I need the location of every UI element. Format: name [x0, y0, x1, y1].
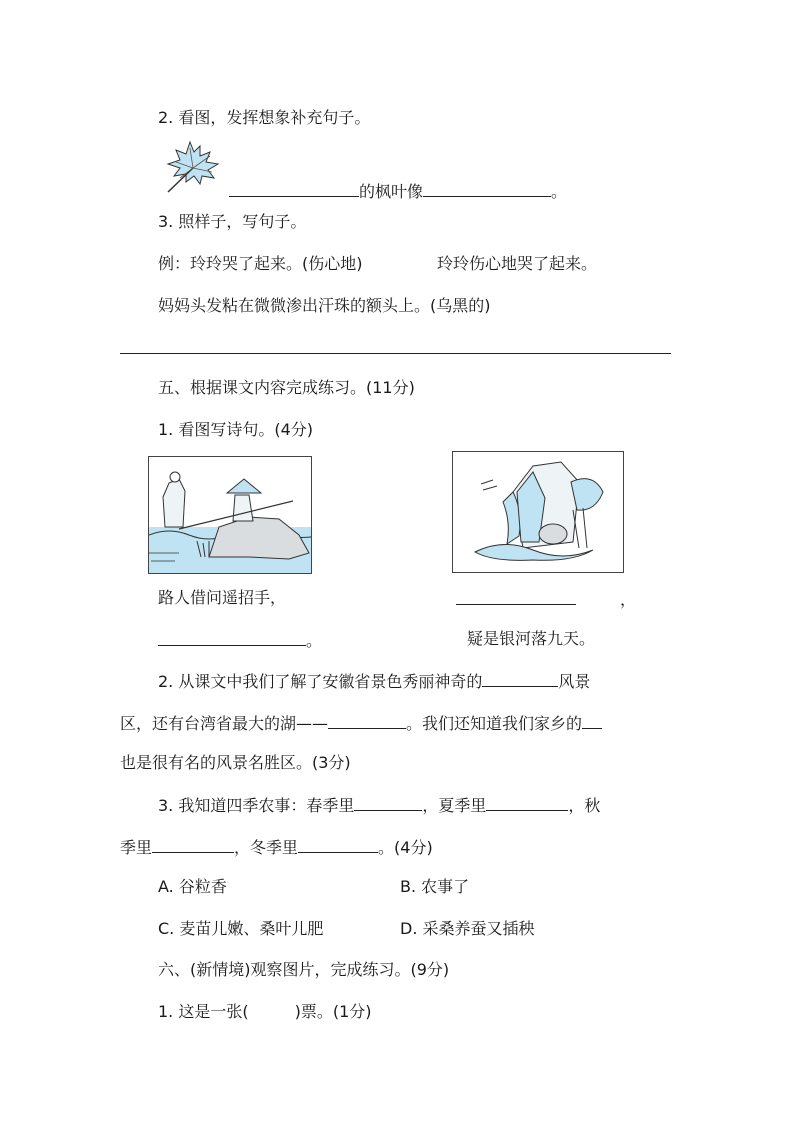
section-6-title: 六、(新情境)观察图片，完成练习。(9分)	[158, 960, 450, 979]
rewrite-task: 妈妈头发粘在微微渗出汗珠的额头上。(乌黑的)	[158, 296, 491, 315]
answer-blank[interactable]	[486, 794, 568, 811]
answer-blank[interactable]	[158, 629, 306, 646]
section-5-q1-title: 1. 看图写诗句。(4分)	[158, 420, 314, 439]
option-b: B. 农事了	[400, 877, 470, 896]
poem-2-line-2: 疑是银河落九天。	[467, 629, 596, 648]
fisherman-illustration	[148, 456, 312, 574]
section-5-q3-line-2: 季里 ，冬季里 。(4分)	[120, 838, 433, 857]
answer-blank[interactable]	[354, 794, 422, 811]
answer-blank[interactable]	[423, 180, 551, 197]
question-3-title: 3. 照样子，写句子。	[158, 212, 307, 231]
period: 。	[306, 631, 323, 650]
section-5-q2-line-3: 也是很有名的风景名胜区。(3分)	[120, 753, 351, 772]
answer-line[interactable]	[120, 353, 671, 354]
answer-blank[interactable]	[298, 836, 378, 853]
maple-leaf-icon	[160, 138, 224, 196]
option-a: A. 谷粒香	[158, 877, 227, 896]
poem-1-line-1: 路人借问遥招手，	[158, 588, 287, 607]
poem-2-line-1	[456, 588, 636, 610]
section-5-q2-line-2: 区，还有台湾省最大的湖—— 。我们还知道我们家乡的	[120, 712, 602, 734]
section-5-q3-line-1: 3. 我知道四季农事：春季里 ，夏季里 ，秋	[158, 796, 601, 815]
section-5-title: 五、根据课文内容完成练习。(11分)	[158, 378, 415, 397]
answer-blank[interactable]	[456, 588, 576, 605]
section-5-q2-line-1: 2. 从课文中我们了解了安徽省景色秀丽神奇的 风景	[158, 672, 591, 691]
answer-blank[interactable]	[152, 836, 234, 853]
example-answer: 玲玲伤心地哭了起来。	[437, 254, 598, 273]
answer-blank[interactable]	[482, 670, 558, 687]
waterfall-illustration	[452, 451, 624, 573]
answer-blank[interactable]	[229, 180, 359, 197]
option-c: C. 麦苗儿嫩、桑叶儿肥	[158, 919, 324, 938]
sentence-end: 。	[551, 182, 568, 201]
comma: ，	[620, 590, 637, 609]
answer-blank[interactable]	[582, 712, 602, 729]
section-6-q1: 1. 这是一张( )票。(1分)	[158, 1002, 372, 1021]
sentence-middle: 的枫叶像	[359, 182, 424, 201]
question-2-title: 2. 看图，发挥想象补充句子。	[158, 108, 371, 127]
poem-1-line-2	[158, 629, 322, 651]
question-2-sentence	[229, 180, 567, 202]
option-d: D. 采桑养蚕又插秧	[400, 919, 535, 938]
answer-blank[interactable]	[328, 712, 406, 729]
example-sentence: 例：玲玲哭了起来。(伤心地)	[158, 254, 363, 273]
